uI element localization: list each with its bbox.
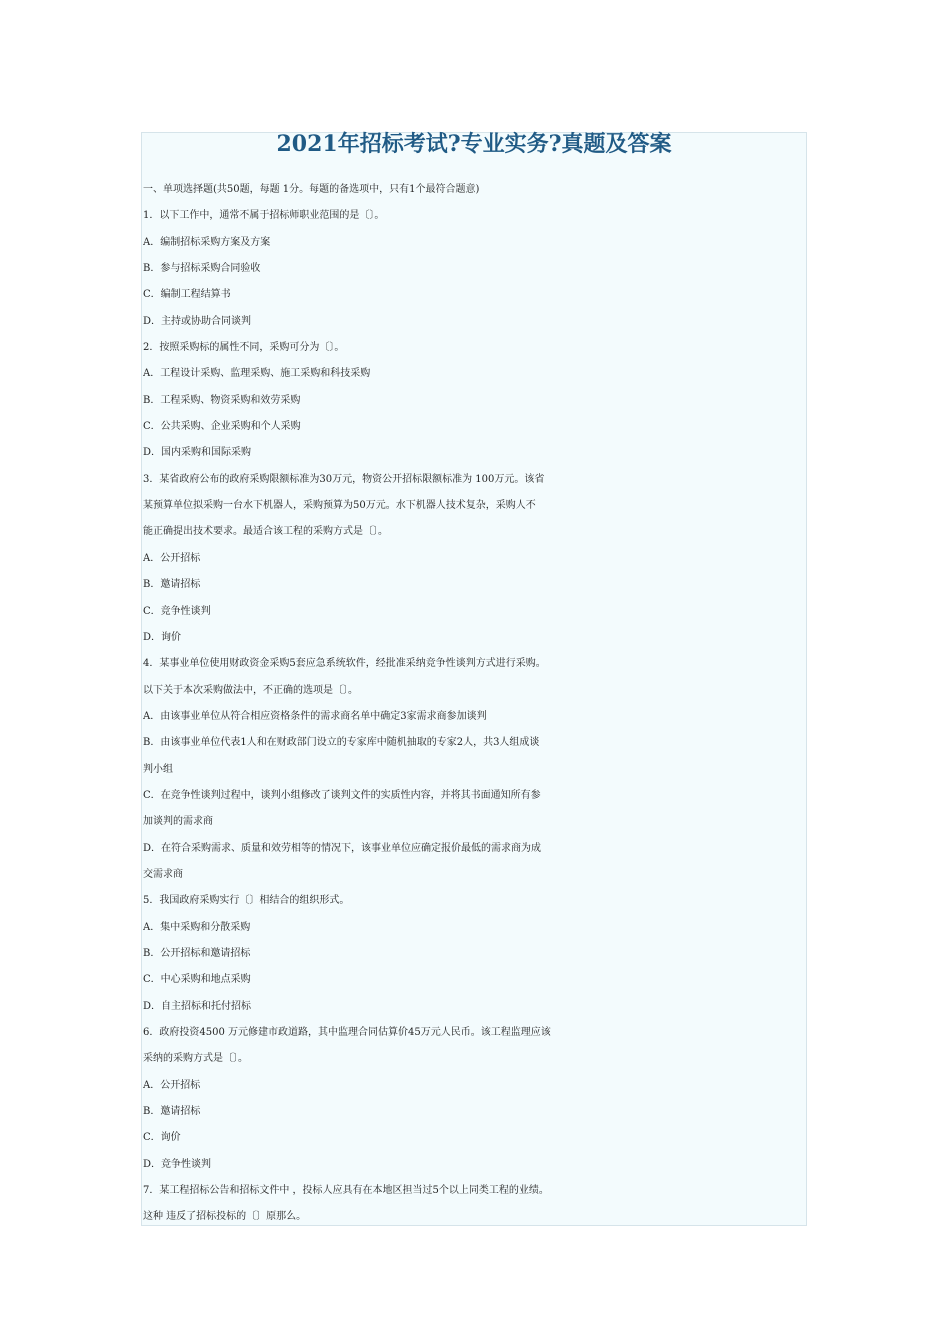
text-line: B．工程采购、物资采购和效劳采购 <box>143 394 301 406</box>
text-line: 加谈判的需求商 <box>143 816 213 828</box>
text-line: D．竞争性谈判 <box>143 1158 212 1170</box>
text-line: 以下关于本次采购做法中，不正确的选项是〔〕。 <box>143 684 358 696</box>
text-line: 2．按照采购标的属性不同，采购可分为〔〕。 <box>143 342 345 354</box>
text-line: 3．某省政府公布的政府采购限额标准为30万元，物资公开招标限额标准为 100万元。该省 <box>143 473 545 485</box>
text-line: 7．某工程招标公告和招标文件中 ，投标人应具有在本地区担当过5个以上同类工程的业绩。 <box>143 1185 549 1197</box>
text-line: C．在竞争性谈判过程中，谈判小组修改了谈判文件的实质性内容，并将其书面通知所有参 <box>143 789 541 801</box>
text-line: 4．某事业单位使用财政资金采购5套应急系统软件，经批准采纳竞争性谈判方式进行采购。 <box>143 658 546 670</box>
text-line: 一、单项选择题(共50题，每题 1分。每题的备选项中，只有1个最符合题意) <box>143 184 480 195</box>
text-line: C．询价 <box>143 1132 181 1144</box>
text-line: A．公开招标 <box>143 552 201 564</box>
text-line: A．工程设计采购、监理采购、施工采购和科技采购 <box>143 368 371 380</box>
text-line: C．公共采购、企业采购和个人采购 <box>143 421 301 433</box>
document-title: 2021年招标考试?专业实务?真题及答案 <box>276 131 672 157</box>
text-line: A．由该事业单位从符合相应资格条件的需求商名单中确定3家需求商参加谈判 <box>143 710 487 722</box>
text-line: D．自主招标和托付招标 <box>143 1000 252 1012</box>
text-line: B．邀请招标 <box>143 1106 201 1118</box>
text-line: 5．我国政府采购实行〔〕相结合的组织形式。 <box>143 895 350 907</box>
text-line: 6．政府投资4500 万元修建市政道路，其中监理合同估算价45万元人民币。该工程监理应该 <box>143 1027 551 1038</box>
text-line: 某预算单位拟采购一台水下机器人，采购预算为50万元。水下机器人技术复杂，采购人不 <box>143 500 536 512</box>
text-line: D．在符合采购需求、质量和效劳相等的情况下，该事业单位应确定报价最低的需求商为成 <box>143 842 542 854</box>
text-line: B．公开招标和邀请招标 <box>143 947 251 959</box>
text-line: D．询价 <box>143 631 182 643</box>
text-line: 这种 违反了招标投标的〔〕原那么。 <box>143 1211 307 1223</box>
text-line: C．中心采购和地点采购 <box>143 974 251 986</box>
text-line: C．编制工程结算书 <box>143 289 231 301</box>
text-line: 交需求商 <box>143 868 183 880</box>
text-line: B．由该事业单位代表1人和在财政部门设立的专家库中随机抽取的专家2人，共3人组成谈 <box>143 737 540 749</box>
text-line: A．公开招标 <box>143 1079 201 1091</box>
text-line: 能正确提出技术要求。最适合该工程的采购方式是〔〕。 <box>143 526 388 538</box>
text-line: 判小组 <box>143 763 173 775</box>
text-line: D．主持或协助合同谈判 <box>143 315 252 327</box>
document-body <box>143 177 807 1231</box>
text-line: 采纳的采购方式是〔〕。 <box>143 1053 248 1065</box>
text-line: C．竞争性谈判 <box>143 605 211 617</box>
text-line: D．国内采购和国际采购 <box>143 447 252 459</box>
text-line: B．邀请招标 <box>143 579 201 591</box>
text-line: A．编制招标采购方案及方案 <box>143 236 271 248</box>
text-line: A．集中采购和分散采购 <box>143 921 251 933</box>
text-line: 1．以下工作中，通常不属于招标师职业范围的是〔〕。 <box>143 210 385 222</box>
text-line: B．参与招标采购合同验收 <box>143 263 261 275</box>
